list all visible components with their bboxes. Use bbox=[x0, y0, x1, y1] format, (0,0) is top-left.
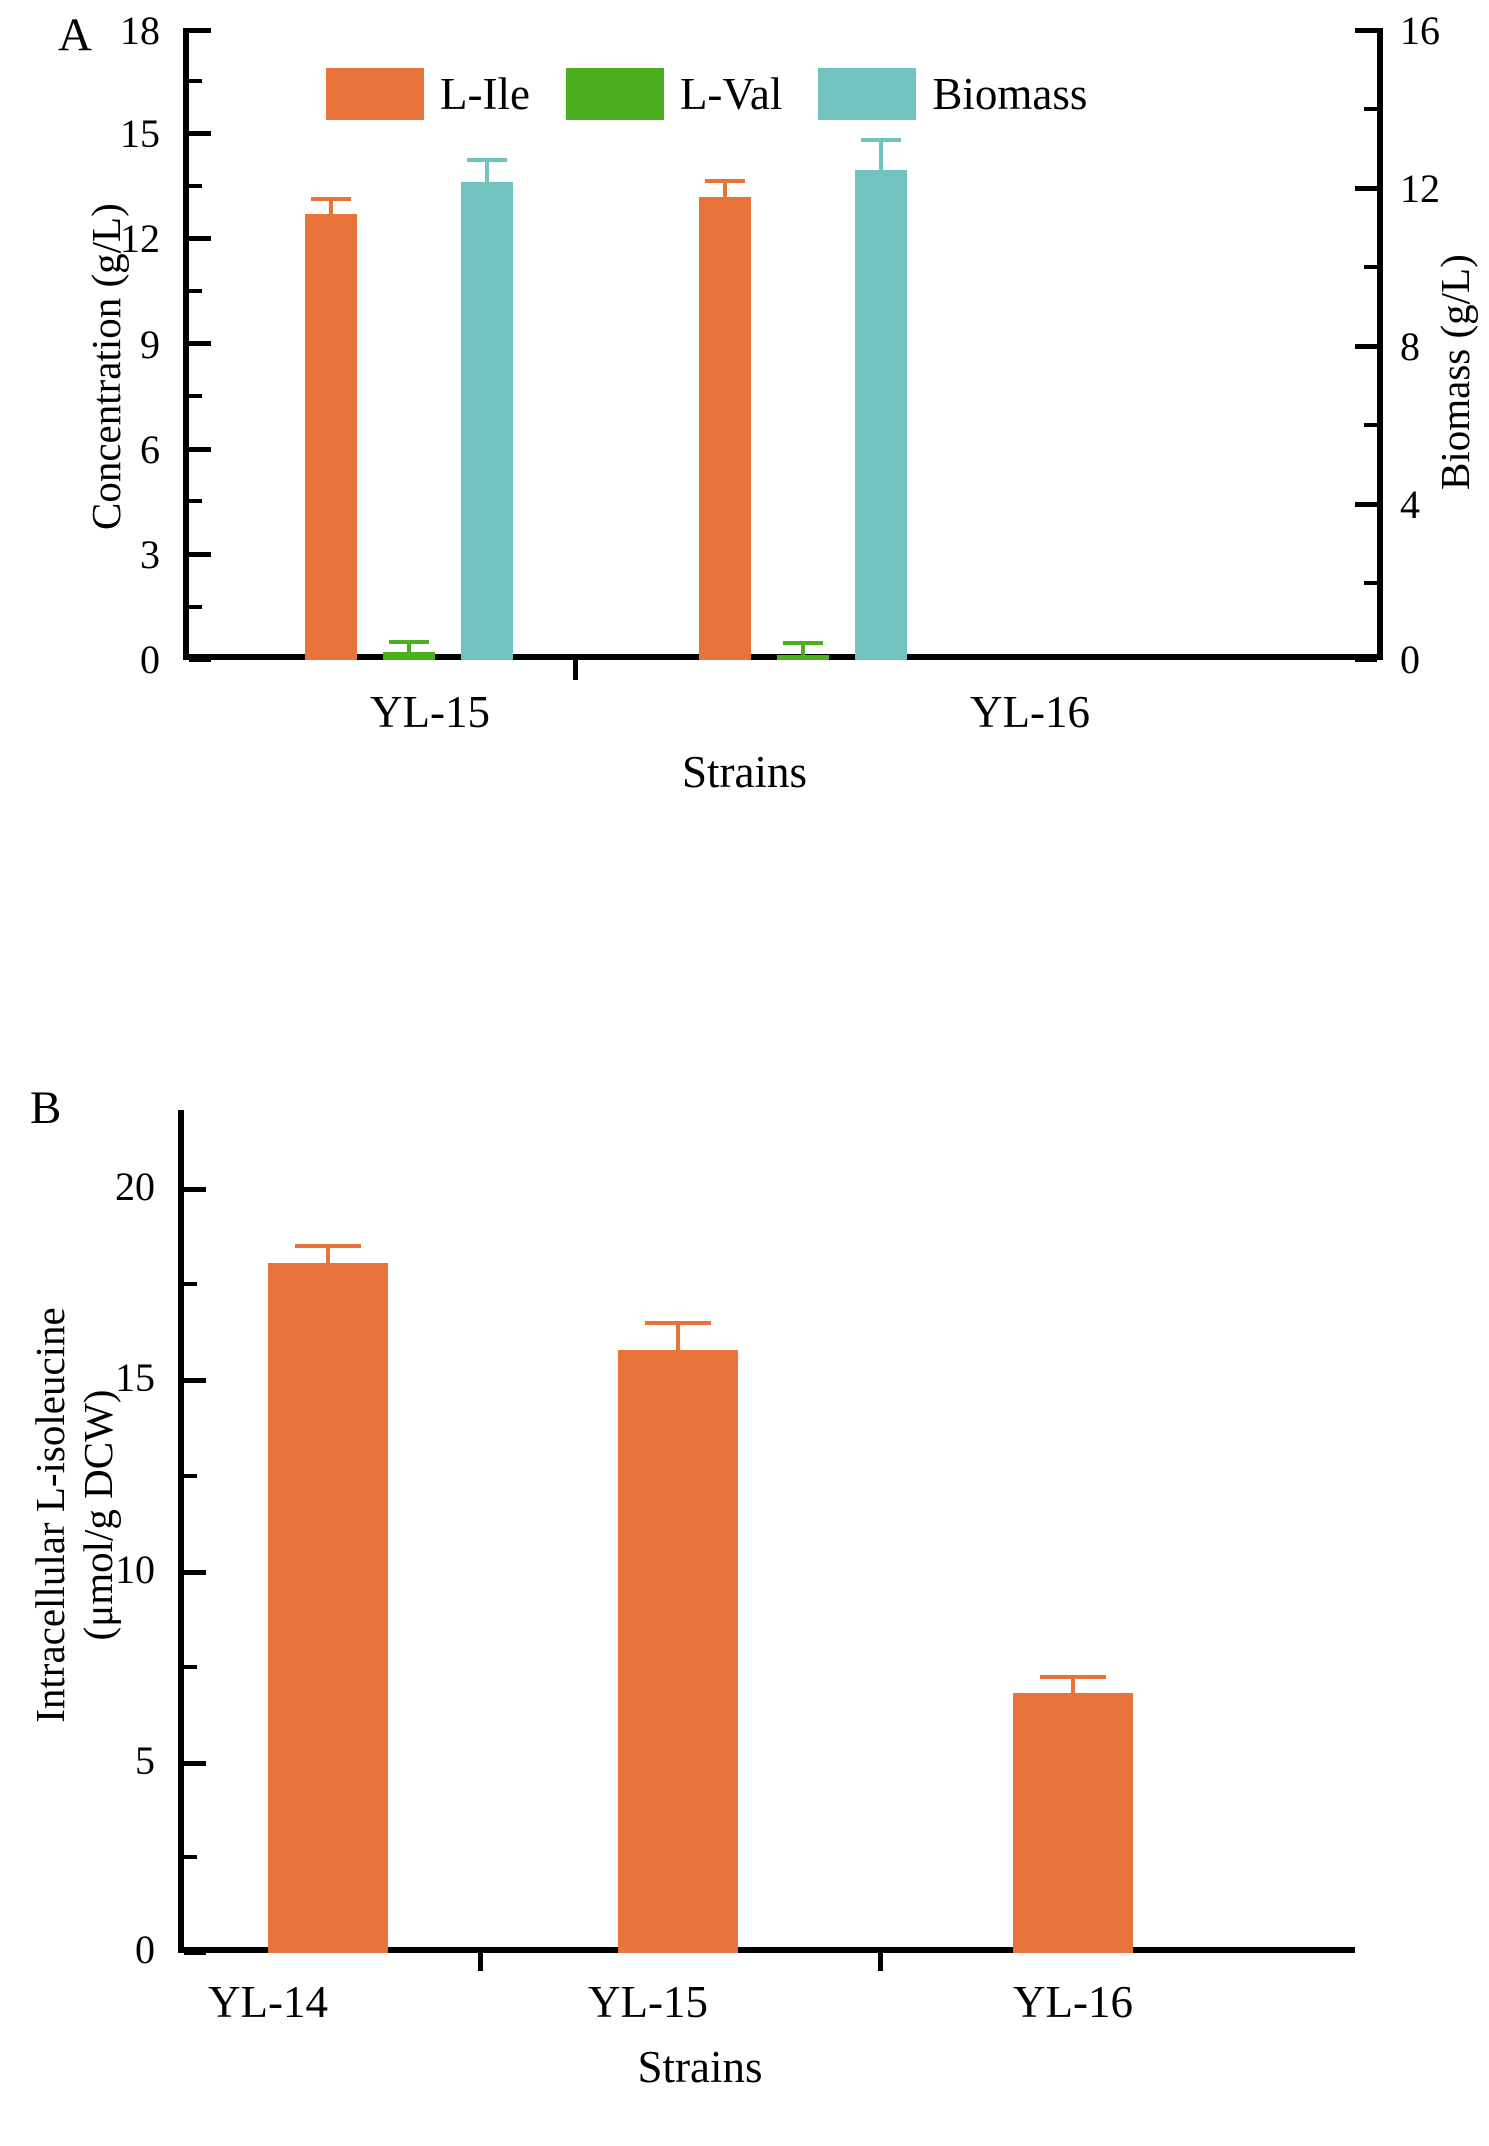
panel-b-plot bbox=[178, 1110, 1355, 1953]
panel-a-left-tick-3 bbox=[189, 552, 211, 557]
legend-label-biomass: Biomass bbox=[932, 68, 1088, 119]
panel-b-tick-10 bbox=[184, 1570, 206, 1575]
panel-b-tick-20 bbox=[184, 1187, 206, 1192]
errorbar-intracellular-yl-16 bbox=[1040, 1675, 1106, 1711]
panel-b-category-label-yl-14: YL-14 bbox=[208, 1977, 328, 2027]
panel-a-left-ticklabel-12: 12 bbox=[120, 216, 160, 261]
panel-b-category-label-yl-15: YL-15 bbox=[588, 1977, 708, 2027]
panel-b-ticklabel-5: 5 bbox=[135, 1738, 155, 1783]
panel-b-x-tick bbox=[478, 1953, 483, 1971]
panel-a-left-minor-tick bbox=[189, 184, 202, 188]
errorbar-intracellular-yl-14 bbox=[295, 1244, 361, 1280]
bar-intracellular-yl-15 bbox=[618, 1350, 738, 1953]
panel-b-left-axis bbox=[178, 1110, 184, 1953]
panel-a-right-ticklabel-12: 12 bbox=[1400, 166, 1440, 211]
panel-a-left-ticklabel-15: 15 bbox=[120, 111, 160, 156]
panel-a-left-ticklabel-3: 3 bbox=[140, 532, 160, 577]
panel-a-left-ticklabel-6: 6 bbox=[140, 427, 160, 472]
panel-a-right-minor-tick bbox=[1364, 265, 1377, 269]
panel-a-left-tick-18 bbox=[189, 28, 211, 33]
errorbar-l-ile-yl-15 bbox=[311, 197, 351, 231]
panel-b-tick-5 bbox=[184, 1761, 206, 1766]
panel-a-left-tick-15 bbox=[189, 131, 211, 136]
panel-b-category-label-yl-16: YL-16 bbox=[1013, 1977, 1133, 2027]
panel-b-ticklabel-20: 20 bbox=[115, 1164, 155, 1209]
panel-a-left-tick-9 bbox=[189, 341, 211, 346]
panel-a-right-ticklabel-16: 16 bbox=[1400, 8, 1440, 53]
legend-label-l-ile: L-Ile bbox=[440, 68, 530, 119]
panel-b-ticklabel-10: 10 bbox=[115, 1547, 155, 1592]
panel-b-minor-tick bbox=[184, 1855, 197, 1859]
panel-a-left-minor-tick bbox=[189, 499, 202, 503]
legend-item-l-ile bbox=[326, 68, 566, 120]
errorbar-biomass-yl-16 bbox=[861, 138, 901, 190]
bar-biomass-yl-15 bbox=[461, 182, 513, 660]
errorbar-intracellular-yl-15 bbox=[645, 1321, 711, 1378]
bar-intracellular-yl-16 bbox=[1013, 1693, 1133, 1953]
panel-a-x-tick bbox=[573, 660, 578, 680]
panel-a-left-minor-tick bbox=[189, 289, 202, 293]
legend-swatch-l-ile bbox=[326, 68, 424, 120]
panel-a-right-minor-tick bbox=[1364, 423, 1377, 427]
errorbar-l-val-yl-16 bbox=[783, 641, 823, 657]
bar-l-ile-yl-16 bbox=[699, 197, 751, 660]
legend-label-l-val: L-Val bbox=[679, 68, 783, 119]
panel-b-ylabel-line2: (μmol/g DCW) bbox=[75, 1389, 122, 1641]
panel-b-minor-tick bbox=[184, 1474, 197, 1478]
panel-b-xlabel: Strains bbox=[637, 2042, 763, 2092]
panel-a-plot-area bbox=[183, 28, 1383, 660]
panel-a-right-tick-0 bbox=[1355, 657, 1377, 662]
panel-a-left-minor-tick bbox=[189, 79, 202, 83]
bar-l-ile-yl-15 bbox=[305, 214, 357, 660]
panel-a-category-label-yl-16: YL-16 bbox=[970, 687, 1090, 737]
panel-a-right-minor-tick bbox=[1364, 581, 1377, 585]
panel-b-x-tick bbox=[878, 1953, 883, 1971]
panel-a-right-minor-tick bbox=[1364, 107, 1377, 111]
bar-biomass-yl-16 bbox=[855, 170, 907, 660]
panel-b-ticklabel-15: 15 bbox=[115, 1355, 155, 1400]
panel-a-left-ticklabel-9: 9 bbox=[140, 322, 160, 367]
errorbar-biomass-yl-15 bbox=[467, 158, 507, 198]
errorbar-l-val-yl-15 bbox=[389, 640, 429, 654]
legend-item-l-val bbox=[566, 68, 818, 120]
panel-a-left-minor-tick bbox=[189, 394, 202, 398]
panel-a-category-label-yl-15: YL-15 bbox=[370, 687, 490, 737]
panel-b bbox=[0, 1082, 1489, 2146]
panel-b-minor-tick bbox=[184, 1282, 197, 1286]
panel-a-right-tick-16 bbox=[1355, 28, 1377, 33]
panel-a-xlabel: Strains bbox=[681, 747, 807, 797]
panel-a-right-tick-4 bbox=[1355, 502, 1377, 507]
panel-b-minor-tick bbox=[184, 1665, 197, 1669]
panel-a-legend bbox=[326, 68, 1123, 120]
panel-a-letter: A bbox=[58, 9, 92, 61]
panel-a-right-ticklabel-4: 4 bbox=[1400, 482, 1420, 527]
panel-b-letter: B bbox=[30, 1082, 62, 1134]
panel-a-right-axis bbox=[1377, 28, 1383, 660]
errorbar-l-ile-yl-16 bbox=[705, 179, 745, 214]
panel-a-left-ticklabel-0: 0 bbox=[140, 637, 160, 682]
panel-a-left-tick-0 bbox=[189, 657, 211, 662]
panel-b-ticklabel-0: 0 bbox=[135, 1927, 155, 1972]
panel-b-ylabel-line1: Intracellular L-isoleucine bbox=[27, 1307, 73, 1723]
bar-intracellular-yl-14 bbox=[268, 1263, 388, 1953]
panel-a-left-tick-6 bbox=[189, 447, 211, 452]
panel-a-left-tick-12 bbox=[189, 236, 211, 241]
legend-swatch-biomass bbox=[818, 68, 916, 120]
panel-a-right-ticklabel-0: 0 bbox=[1400, 637, 1420, 682]
panel-a-right-tick-8 bbox=[1355, 344, 1377, 349]
panel-a-left-minor-tick bbox=[189, 605, 202, 609]
legend-item-biomass bbox=[818, 68, 1123, 120]
panel-a-right-axis-title: Biomass (g/L) bbox=[1432, 254, 1478, 490]
panel-b-tick-15 bbox=[184, 1378, 206, 1383]
legend-swatch-l-val bbox=[566, 68, 664, 120]
panel-a-right-ticklabel-8: 8 bbox=[1400, 324, 1420, 369]
panel-a-left-ticklabel-18: 18 bbox=[120, 8, 160, 53]
panel-a-right-tick-12 bbox=[1355, 186, 1377, 191]
panel-b-ylabel bbox=[26, 1205, 123, 1825]
panel-b-tick-0 bbox=[184, 1950, 206, 1955]
panel-a-left-axis-title: Concentration (g/L) bbox=[83, 203, 129, 530]
